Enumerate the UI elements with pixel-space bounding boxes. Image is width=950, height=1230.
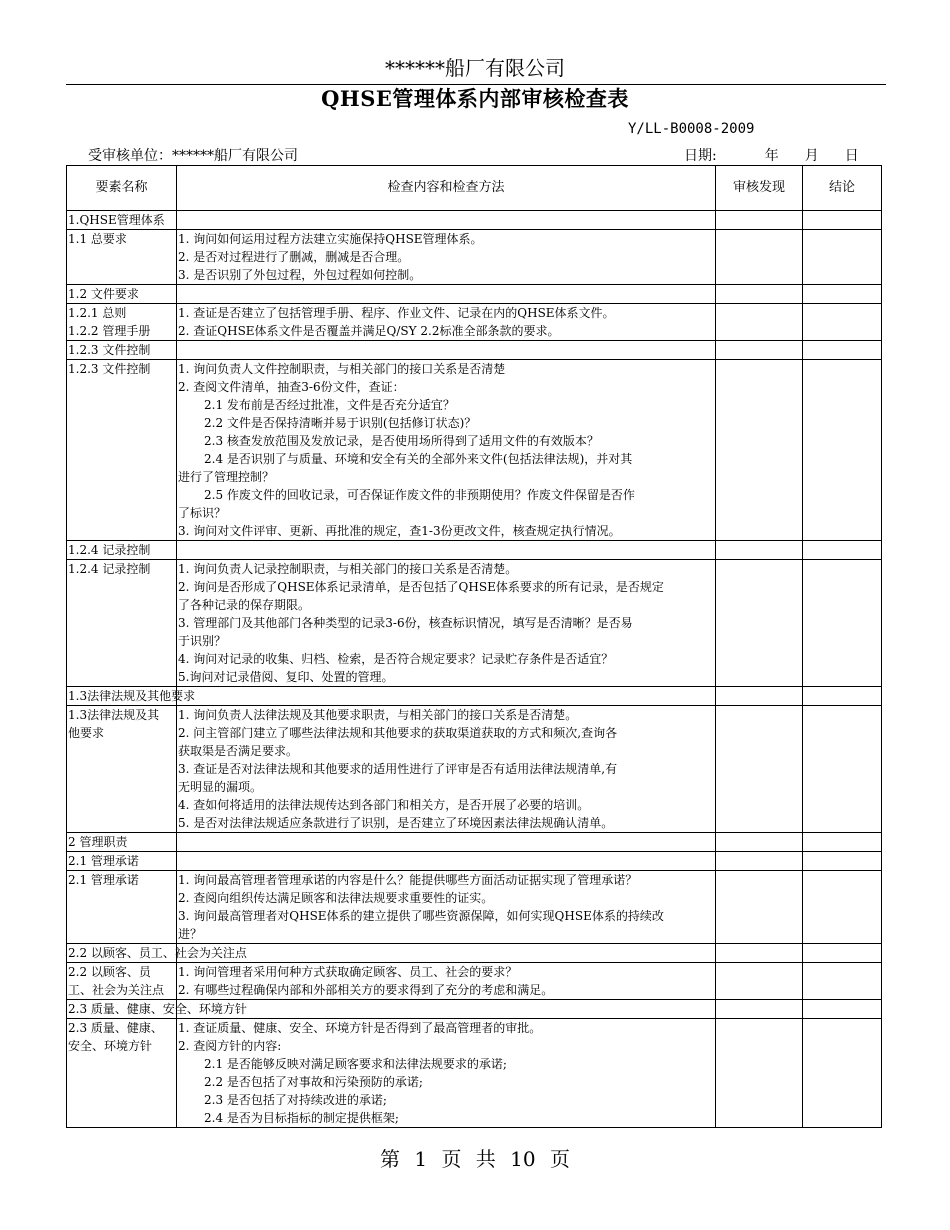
check-content-cell [177, 230, 716, 285]
table-row [67, 304, 882, 341]
element-name-cell [67, 560, 177, 687]
page-number: 第 1 页 共 10 页 [380, 1147, 570, 1171]
table-row [67, 706, 882, 833]
table-row [67, 360, 882, 541]
check-content-cell [177, 304, 716, 341]
check-item-line: 2.1 发布前是否经过批准，文件是否充分适宜？ [204, 398, 455, 412]
check-item-line: 了各种记录的保存期限。 [178, 598, 311, 612]
findings-cell [716, 1000, 803, 1019]
conclusion-cell [803, 852, 882, 871]
section-title: 1.2 文件要求 [67, 285, 177, 304]
element-name-line: 他要求 [68, 726, 105, 740]
check-item-line: 5.询问对记录借阅、复印、处置的管理。 [178, 670, 394, 684]
element-name-cell [67, 360, 177, 541]
check-item-line: 了标识？ [178, 506, 227, 520]
audited-unit-label: 受审核单位： [88, 148, 172, 164]
conclusion-cell [803, 944, 882, 963]
conclusion-cell [803, 1019, 882, 1128]
check-item-line: 2. 查阅文件清单，抽查3-6份文件，查证： [178, 380, 405, 394]
content-cell [177, 687, 716, 706]
check-item-line: 1. 询问负责人法律法规及其他要求职责，与相关部门的接口关系是否清楚。 [178, 708, 578, 722]
check-content-cell [177, 706, 716, 833]
conclusion-cell [803, 230, 882, 285]
conclusion-cell [803, 541, 882, 560]
findings-cell [716, 341, 803, 360]
findings-cell [716, 560, 803, 687]
meta-row [88, 145, 868, 165]
conclusion-cell [803, 304, 882, 341]
check-item-line: 1. 查证是否建立了包括管理手册、程序、作业文件、记录在内的QHSE体系文件。 [178, 306, 615, 320]
section-row [67, 687, 882, 706]
conclusion-cell [803, 687, 882, 706]
findings-cell [716, 871, 803, 944]
element-name-cell [67, 963, 177, 1000]
section-row [67, 944, 882, 963]
document-code: Y/LL-B0008-2009 [628, 121, 755, 137]
section-title: 2.1 管理承诺 [67, 852, 177, 871]
check-item-line: 无明显的漏项。 [178, 780, 263, 794]
conclusion-cell [803, 360, 882, 541]
date-month-label: 月 [804, 148, 819, 164]
check-item-line: 1. 询问管理者采用何种方式获取确定顾客、员工、社会的要求？ [178, 965, 518, 979]
element-name-line: 2.3 质量、健康、 [68, 1021, 163, 1035]
check-item-line: 1. 询问如何运用过程方法建立实施保持QHSE管理体系。 [178, 232, 483, 246]
findings-cell [716, 211, 803, 230]
audited-unit-value: ******船厂有限公司 [172, 148, 298, 164]
section-row [67, 341, 882, 360]
findings-cell [716, 852, 803, 871]
section-row [67, 541, 882, 560]
check-item-line: 4. 查如何将适用的法律法规传达到各部门和相关方，是否开展了必要的培训。 [178, 798, 590, 812]
check-item-line: 1. 询问负责人文件控制职责，与相关部门的接口关系是否清楚 [178, 362, 506, 376]
check-item-line: 2. 查阅向组织传达满足顾客和法律法规要求重要性的证实。 [178, 891, 494, 905]
check-item-line: 2.2 是否包括了对事故和污染预防的承诺; [204, 1075, 423, 1089]
content-cell [177, 1000, 716, 1019]
content-cell [177, 541, 716, 560]
check-item-line: 2.5 作废文件的回收记录，可否保证作废文件的非预期使用？作废文件保留是否作 [204, 488, 635, 502]
element-name-line: 1.1 总要求 [68, 232, 127, 246]
check-item-line: 2.4 是否识别了与质量、环境和安全有关的全部外来文件(包括法律法规)，并对其 [204, 452, 633, 466]
check-item-line: 2. 有哪些过程确保内部和外部相关方的要求得到了充分的考虑和满足。 [178, 983, 554, 997]
check-item-line: 于识别？ [178, 634, 227, 648]
company-header: ******船厂有限公司 [385, 56, 565, 80]
element-name-cell [67, 304, 177, 341]
check-item-line: 2.3 是否包括了对持续改进的承诺; [204, 1093, 387, 1107]
conclusion-cell [803, 871, 882, 944]
check-item-line: 2. 查阅方针的内容: [178, 1039, 282, 1053]
section-title: 2.3 质量、健康、安全、环境方针 [67, 1000, 177, 1019]
conclusion-cell [803, 1000, 882, 1019]
table-body [67, 211, 882, 1128]
element-name-line: 1.3法律法规及其 [68, 708, 160, 722]
content-cell [177, 341, 716, 360]
check-content-cell [177, 560, 716, 687]
check-item-line: 2.3 核查发放范围及发放记录，是否使用场所得到了适用文件的有效版本？ [204, 434, 599, 448]
content-cell [177, 852, 716, 871]
findings-cell [716, 687, 803, 706]
section-title: 1.QHSE管理体系 [67, 211, 177, 230]
check-item-line: 3. 是否识别了外包过程，外包过程如何控制。 [178, 268, 422, 282]
findings-cell [716, 706, 803, 833]
conclusion-cell [803, 285, 882, 304]
section-title: 2 管理职责 [67, 833, 177, 852]
section-row [67, 833, 882, 852]
date-day-label: 日 [844, 148, 859, 164]
conclusion-cell [803, 560, 882, 687]
check-item-line: 2. 查证QHSE体系文件是否覆盖并满足Q/SY 2.2标准全部条款的要求。 [178, 324, 560, 338]
column-header-conclusion: 结论 [803, 166, 882, 211]
check-content-cell [177, 963, 716, 1000]
column-header-findings: 审核发现 [716, 166, 803, 211]
findings-cell [716, 963, 803, 1000]
element-name-line: 1.2.2 管理手册 [68, 324, 151, 338]
check-item-line: 3. 查证是否对法律法规和其他要求的适用性进行了评审是否有适用法律法规清单,有 [178, 762, 618, 776]
findings-cell [716, 360, 803, 541]
date-label: 日期: [684, 148, 717, 164]
element-name-line: 1.2.3 文件控制 [68, 362, 151, 376]
findings-cell [716, 833, 803, 852]
check-item-line: 1. 询问最高管理者管理承诺的内容是什么？能提供哪些方面活动证据实现了管理承诺？ [178, 873, 638, 887]
check-item-line: 3. 询问对文件评审、更新、再批准的规定，查1-3份更改文件，核查规定执行情况。 [178, 524, 621, 538]
table-row [67, 871, 882, 944]
element-name-line: 2.2 以顾客、员 [68, 965, 151, 979]
element-name-line: 安全、环境方针 [68, 1039, 153, 1053]
findings-cell [716, 944, 803, 963]
conclusion-cell [803, 211, 882, 230]
section-row [67, 852, 882, 871]
table-row [67, 963, 882, 1000]
check-item-line: 2. 询问是否形成了QHSE体系记录清单，是否包括了QHSE体系要求的所有记录，是否规定 [178, 580, 664, 594]
element-name-cell [67, 706, 177, 833]
element-name-line: 2.1 管理承诺 [68, 873, 139, 887]
conclusion-cell [803, 833, 882, 852]
element-name-cell [67, 1019, 177, 1128]
document-title: QHSE管理体系内部审核检查表 [321, 86, 629, 111]
date-field [684, 145, 859, 165]
check-item-line: 4. 询问对记录的收集、归档、检索，是否符合规定要求？记录贮存条件是否适宜？ [178, 652, 614, 666]
table-row [67, 560, 882, 687]
check-item-line: 获取渠是否满足要求。 [178, 744, 299, 758]
check-content-cell [177, 1019, 716, 1128]
column-header-content: 检查内容和检查方法 [177, 166, 716, 211]
check-item-line: 进行了管理控制？ [178, 470, 275, 484]
section-row [67, 211, 882, 230]
content-cell [177, 285, 716, 304]
section-row [67, 1000, 882, 1019]
check-item-line: 1. 查证质量、健康、安全、环境方针是否得到了最高管理者的审批。 [178, 1021, 542, 1035]
table-row [67, 1019, 882, 1128]
table-row [67, 230, 882, 285]
section-title: 2.2 以顾客、员工、社会为关注点 [67, 944, 177, 963]
conclusion-cell [803, 341, 882, 360]
element-name-cell [67, 230, 177, 285]
findings-cell [716, 230, 803, 285]
conclusion-cell [803, 706, 882, 833]
check-item-line: 2.4 是否为目标指标的制定提供框架; [204, 1111, 399, 1125]
date-year-label: 年 [764, 148, 779, 164]
conclusion-cell [803, 963, 882, 1000]
audited-unit [88, 145, 298, 165]
check-item-line: 5. 是否对法律法规适应条款进行了识别，是否建立了环境因素法律法规确认清单。 [178, 816, 614, 830]
check-item-line: 进？ [178, 927, 203, 941]
findings-cell [716, 304, 803, 341]
findings-cell [716, 285, 803, 304]
element-name-line: 1.2.1 总则 [68, 306, 127, 320]
check-item-line: 3. 询问最高管理者对QHSE体系的建立提供了哪些资源保障，如何实现QHSE体系的持续改 [178, 909, 664, 923]
findings-cell [716, 541, 803, 560]
check-content-cell [177, 360, 716, 541]
content-cell [177, 211, 716, 230]
check-item-line: 2.2 文件是否保持清晰并易于识别(包括修订状态)？ [204, 416, 477, 430]
check-item-line: 2. 是否对过程进行了删减，删减是否合理。 [178, 250, 410, 264]
section-title: 1.2.4 记录控制 [67, 541, 177, 560]
check-item-line: 3. 管理部门及其他部门各种类型的记录3-6份，核查标识情况，填写是否清晰？是否易 [178, 616, 633, 630]
content-cell [177, 833, 716, 852]
check-item-line: 2. 问主管部门建立了哪些法律法规和其他要求的获取渠道获取的方式和频次,查询各 [178, 726, 618, 740]
check-content-cell [177, 871, 716, 944]
check-item-line: 2.1 是否能够反映对满足顾客要求和法律法规要求的承诺; [204, 1057, 507, 1071]
section-title: 1.3法律法规及其他要求 [67, 687, 177, 706]
element-name-cell [67, 871, 177, 944]
column-header-element: 要素名称 [67, 166, 177, 211]
section-title: 1.2.3 文件控制 [67, 341, 177, 360]
findings-cell [716, 1019, 803, 1128]
element-name-line: 工、社会为关注点 [68, 983, 165, 997]
content-cell [177, 944, 716, 963]
table-header-row [67, 166, 882, 211]
element-name-line: 1.2.4 记录控制 [68, 562, 151, 576]
section-row [67, 285, 882, 304]
audit-checklist-table [66, 165, 882, 1128]
check-item-line: 1. 询问负责人记录控制职责，与相关部门的接口关系是否清楚。 [178, 562, 518, 576]
